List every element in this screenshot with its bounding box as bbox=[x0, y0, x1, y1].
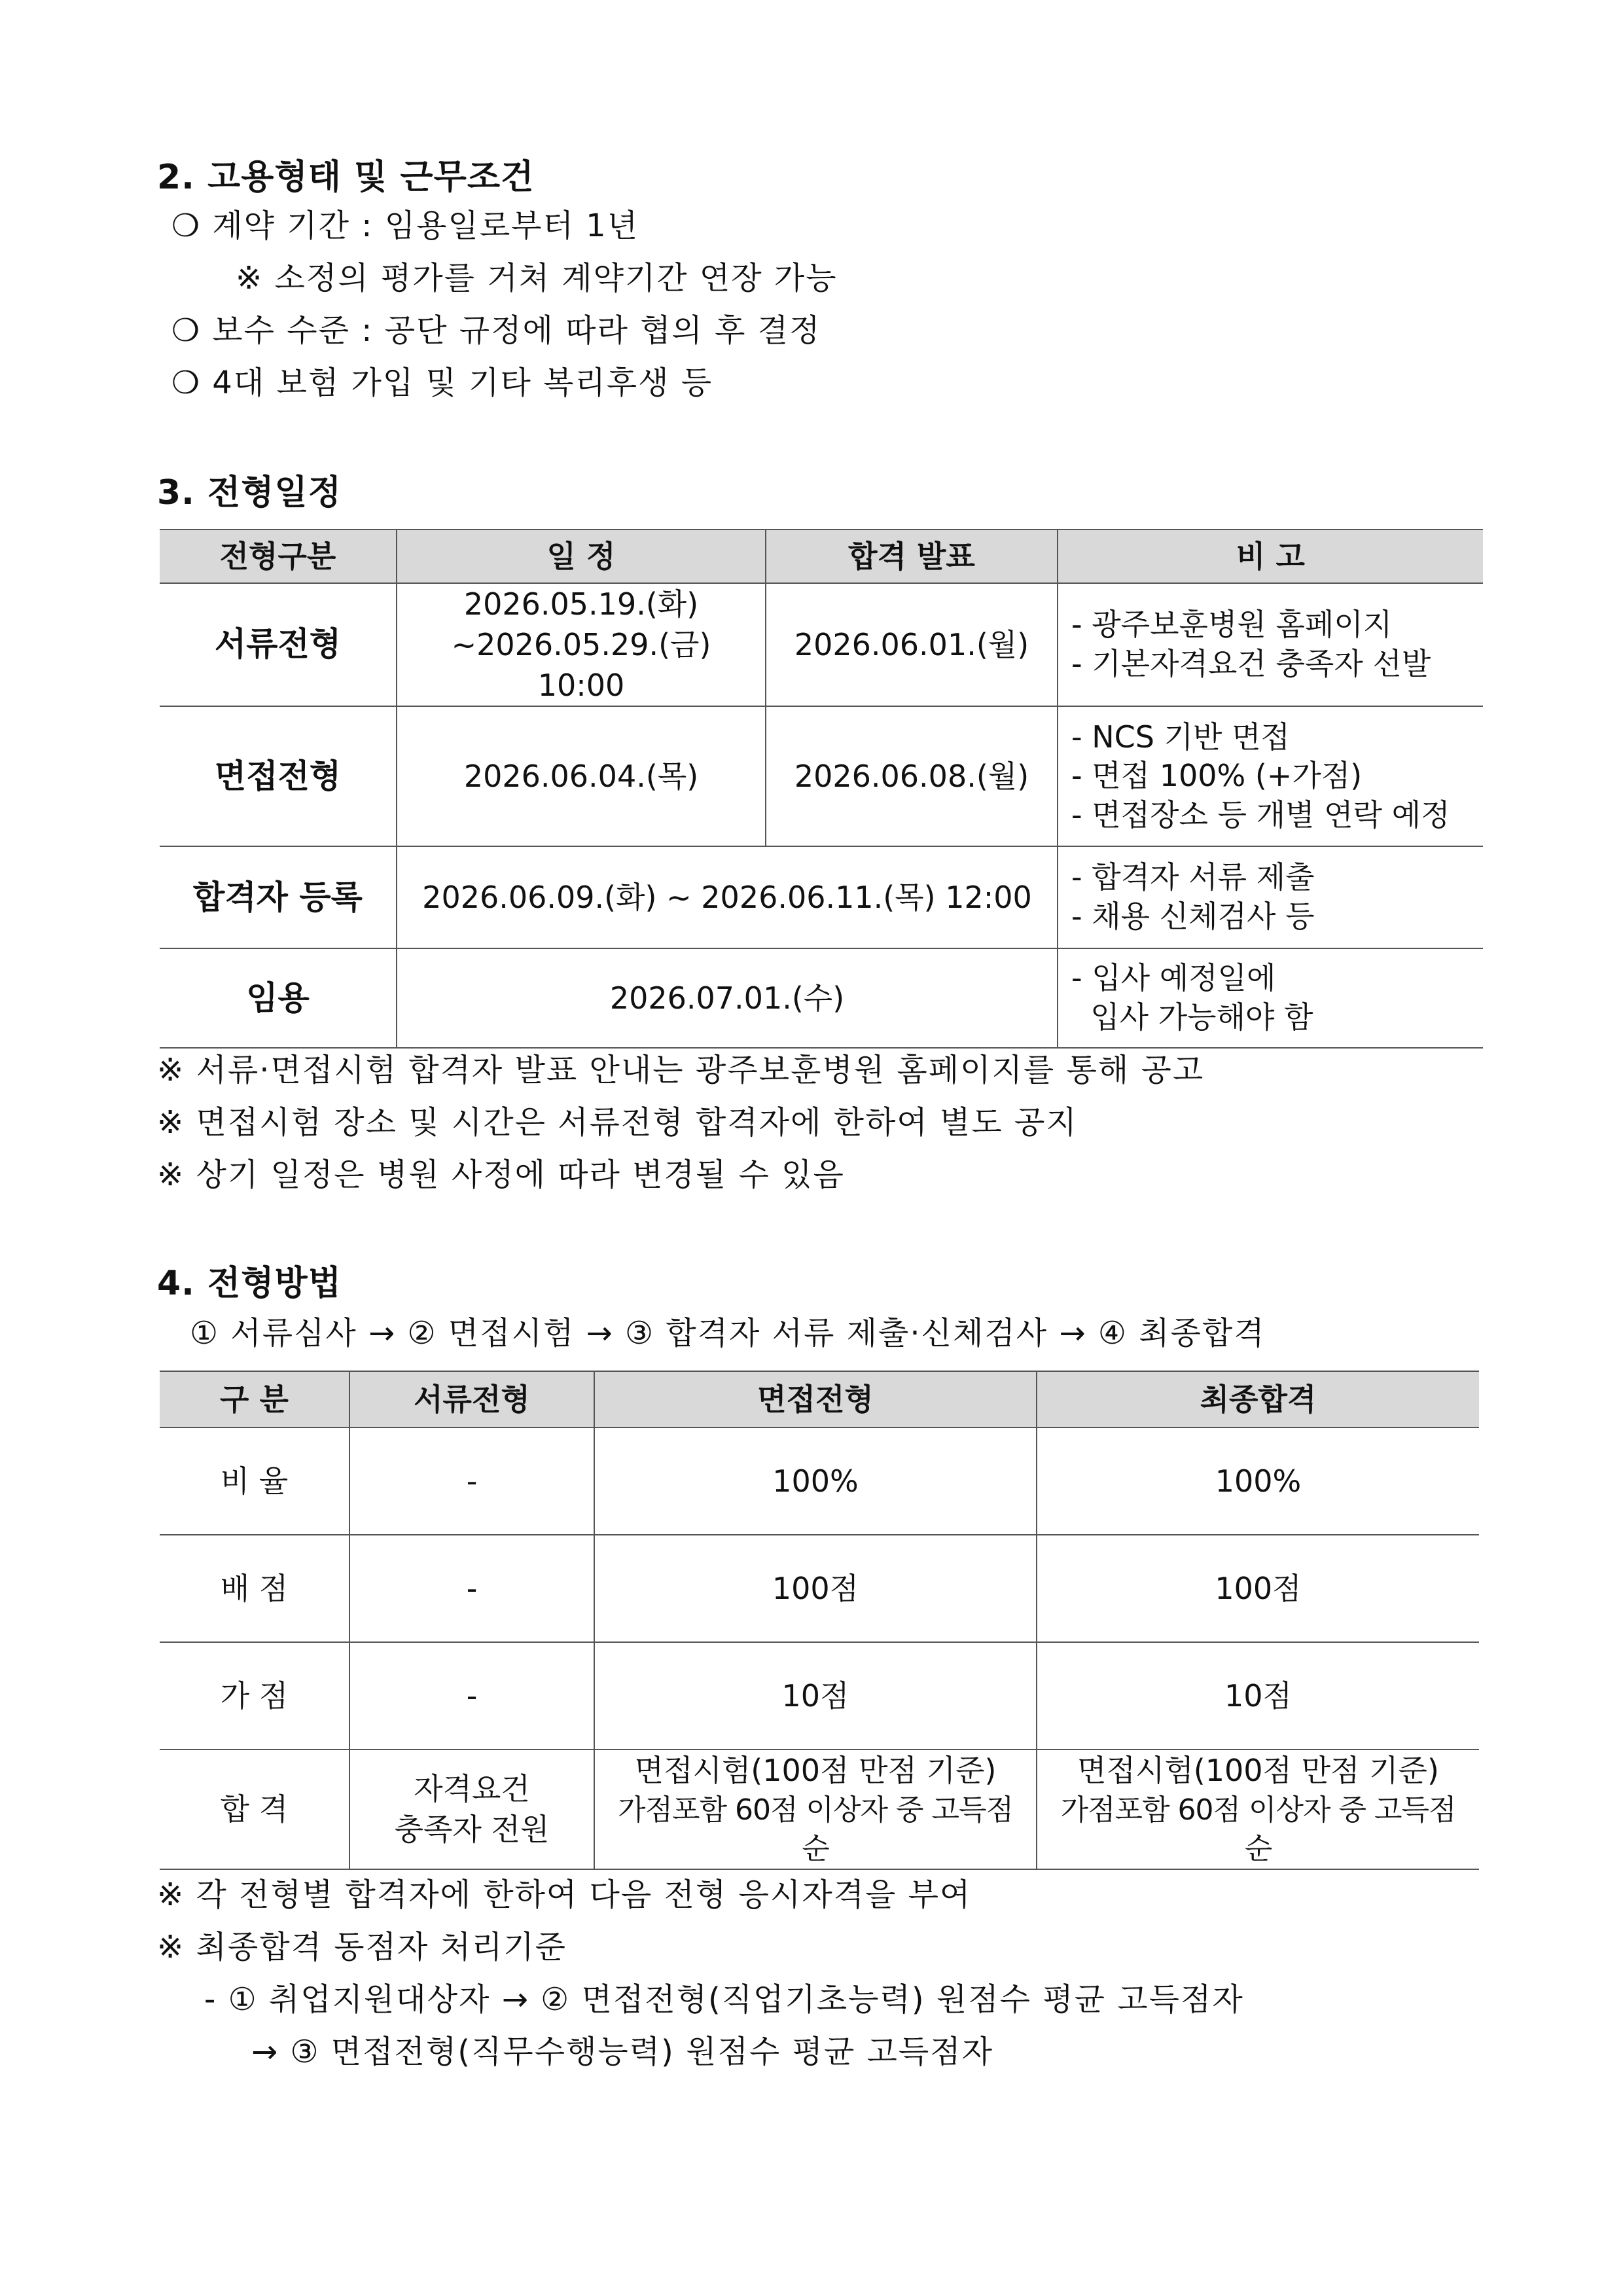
header-final: 최종합격 bbox=[1037, 1371, 1479, 1427]
header-remarks: 비 고 bbox=[1058, 529, 1483, 583]
section-2-heading: 2. 고용형태 및 근무조건 bbox=[157, 158, 535, 197]
employment-item-salary: ❍ 보수 수준 : 공단 규정에 따라 협의 후 결정 bbox=[171, 312, 821, 349]
schedule-registration: 2026.06.09.(화) ~ 2026.06.11.(목) 12:00 bbox=[397, 846, 1058, 948]
stage-registration: 합격자 등록 bbox=[160, 846, 397, 948]
announce-document: 2026.06.01.(월) bbox=[766, 583, 1058, 706]
schedule-note-2: ※ 면접시험 장소 및 시간은 서류전형 합격자에 한하여 별도 공지 bbox=[157, 1104, 1078, 1141]
section-3-heading: 3. 전형일정 bbox=[157, 473, 342, 512]
circle-bullet-icon: ❍ bbox=[171, 312, 202, 349]
table-row: 비 율 - 100% 100% bbox=[160, 1427, 1479, 1535]
stage-document: 서류전형 bbox=[160, 583, 397, 706]
tiebreak-line-2: → ③ 면접전형(직무수행능력) 원점수 평균 고득점자 bbox=[251, 2034, 993, 2070]
remarks-interview: - NCS 기반 면접 - 면접 100% (+가점) - 면접장소 등 개별 연락 예정 bbox=[1058, 706, 1483, 846]
schedule-header-row bbox=[160, 529, 1483, 583]
section-4-heading: 4. 전형방법 bbox=[157, 1264, 342, 1303]
schedule-document: 2026.05.19.(화) ~2026.05.29.(금) 10:00 bbox=[397, 583, 766, 706]
tiebreak-line-1: - ① 취업지원대상자 → ② 면접전형(직업기초능력) 원점수 평균 고득점자 bbox=[204, 1981, 1244, 2018]
circle-bullet-icon: ❍ bbox=[171, 207, 202, 244]
contract-extension-note: ※ 소정의 평가를 거쳐 계약기간 연장 가능 bbox=[236, 260, 838, 296]
table-row: 가 점 - 10점 10점 bbox=[160, 1642, 1479, 1749]
method-note-2: ※ 최종합격 동점자 처리기준 bbox=[157, 1929, 567, 1965]
remarks-appointment: - 입사 예정일에 입사 가능해야 함 bbox=[1058, 948, 1483, 1048]
table-row bbox=[160, 948, 1483, 1048]
header-document: 서류전형 bbox=[349, 1371, 594, 1427]
table-row bbox=[160, 846, 1483, 948]
header-schedule: 일 정 bbox=[397, 529, 766, 583]
remarks-registration: - 합격자 서류 제출 - 채용 신체검사 등 bbox=[1058, 846, 1483, 948]
table-row: 배 점 - 100점 100점 bbox=[160, 1535, 1479, 1642]
method-header-row bbox=[160, 1371, 1479, 1427]
stage-interview: 면접전형 bbox=[160, 706, 397, 846]
announce-interview: 2026.06.08.(월) bbox=[766, 706, 1058, 846]
schedule-table bbox=[160, 529, 1483, 1049]
employment-item-contract: ❍ 계약 기간 : 임용일로부터 1년 bbox=[171, 207, 639, 244]
selection-flow: ① 서류심사 → ② 면접시험 → ③ 합격자 서류 제출·신체검사 → ④ 최종합격 bbox=[190, 1315, 1266, 1352]
pass-document: 자격요건 충족자 전원 bbox=[349, 1749, 594, 1869]
stage-appointment: 임용 bbox=[160, 948, 397, 1048]
row-label-ratio: 비 율 bbox=[160, 1427, 349, 1535]
table-row bbox=[160, 583, 1483, 706]
circle-bullet-icon: ❍ bbox=[171, 365, 202, 401]
employment-item-benefits: ❍ 4대 보험 가입 및 기타 복리후생 등 bbox=[171, 365, 713, 401]
header-category: 구 분 bbox=[160, 1371, 349, 1427]
remarks-document: - 광주보훈병원 홈페이지 - 기본자격요건 충족자 선발 bbox=[1058, 583, 1483, 706]
header-interview: 면접전형 bbox=[594, 1371, 1037, 1427]
row-label-score: 배 점 bbox=[160, 1535, 349, 1642]
schedule-note-3: ※ 상기 일정은 병원 사정에 따라 변경될 수 있음 bbox=[157, 1157, 845, 1193]
schedule-note-1: ※ 서류·면접시험 합격자 발표 안내는 광주보훈병원 홈페이지를 통해 공고 bbox=[157, 1052, 1205, 1088]
pass-interview: 면접시험(100점 만점 기준) 가점포함 60점 이상자 중 고득점 순 bbox=[594, 1749, 1037, 1869]
header-stage: 전형구분 bbox=[160, 529, 397, 583]
row-label-bonus: 가 점 bbox=[160, 1642, 349, 1749]
table-row bbox=[160, 706, 1483, 846]
pass-final: 면접시험(100점 만점 기준) 가점포함 60점 이상자 중 고득점 순 bbox=[1037, 1749, 1479, 1869]
schedule-appointment: 2026.07.01.(수) bbox=[397, 948, 1058, 1048]
row-label-pass: 합 격 bbox=[160, 1749, 349, 1869]
table-row bbox=[160, 1749, 1479, 1869]
header-announcement: 합격 발표 bbox=[766, 529, 1058, 583]
method-note-1: ※ 각 전형별 합격자에 한하여 다음 전형 응시자격을 부여 bbox=[157, 1876, 972, 1913]
method-table bbox=[160, 1371, 1479, 1870]
schedule-interview: 2026.06.04.(목) bbox=[397, 706, 766, 846]
